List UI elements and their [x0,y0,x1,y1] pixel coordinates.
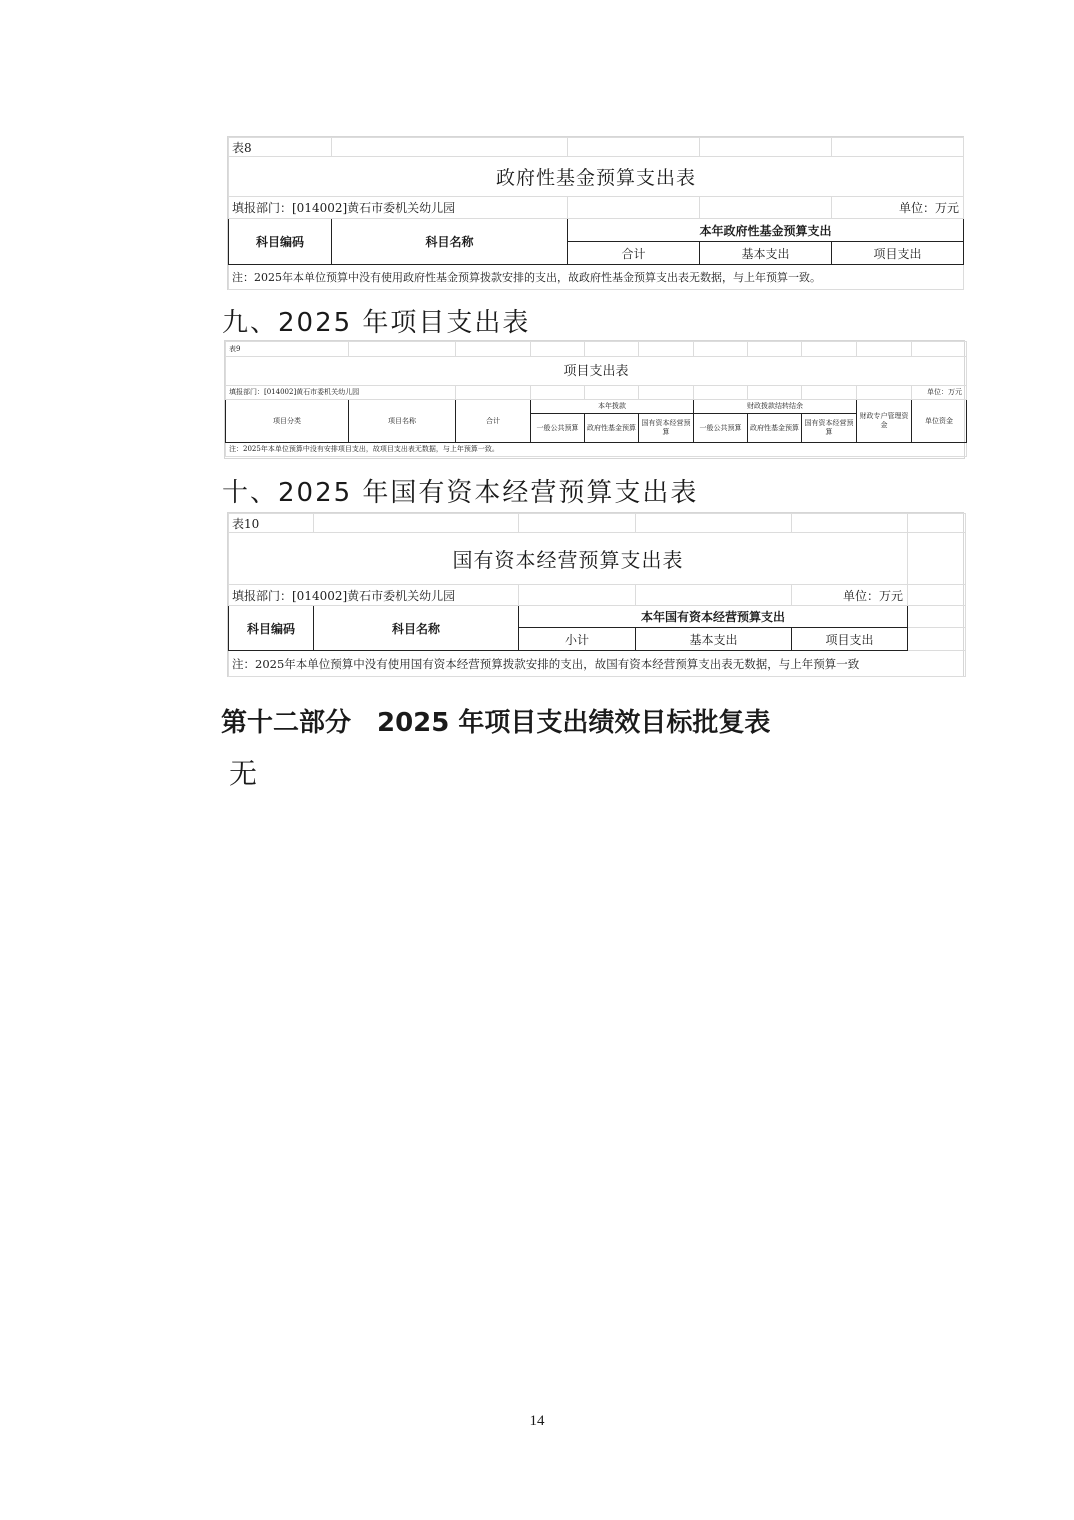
table-note: 注：2025年本单位预算中没有安排项目支出，故项目支出表无数据，与上年预算一致。 [226,443,967,457]
column-group-header: 本年政府性基金预算支出 [568,219,964,242]
table-title: 政府性基金预算支出表 [229,157,964,197]
department-label: 填报部门：[014002]黄石市委机关幼儿园 [226,386,456,400]
column-header-code: 科目编码 [229,219,332,265]
column-header-project: 项目支出 [832,242,964,265]
column-header-unit-funds: 单位资金 [912,400,967,443]
section-heading-10: 十、2025 年国有资本经营预算支出表 [222,478,699,508]
table-10 [227,512,964,677]
column-header-name: 科目名称 [332,219,568,265]
table-label: 表10 [229,514,314,533]
column-header-project: 项目支出 [792,628,908,651]
column-group-carryover: 财政拨款结转结余 [694,400,857,414]
column-header-code: 科目编码 [229,606,314,651]
column-header-project-name: 项目名称 [349,400,456,443]
column-header-total: 合计 [568,242,700,265]
column-header-fund-budget: 政府性基金预算 [585,414,639,443]
column-header-name: 科目名称 [314,606,519,651]
table-title: 国有资本经营预算支出表 [229,533,908,585]
column-header-basic: 基本支出 [700,242,832,265]
section-heading-9: 九、2025 年项目支出表 [222,308,531,338]
department-label: 填报部门：[014002]黄石市委机关幼儿园 [229,585,519,606]
column-header-basic: 基本支出 [636,628,792,651]
table-label: 表9 [226,342,349,357]
unit-label: 单位：万元 [792,585,908,606]
table-note: 注：2025年本单位预算中没有使用政府性基金预算拨款安排的支出，故政府性基金预算支出表无数据，与上年预算一致。 [229,265,964,290]
column-header-capital-budget: 国有资本经营预算 [639,414,694,443]
column-header-general-budget: 一般公共预算 [531,414,585,443]
table-8 [227,136,964,290]
column-header-general-budget: 一般公共预算 [694,414,748,443]
column-header-fund-budget: 政府性基金预算 [748,414,802,443]
unit-label: 单位：万元 [912,386,967,400]
table-9 [224,340,965,459]
column-header-capital-budget: 国有资本经营预算 [802,414,857,443]
table-title: 项目支出表 [226,357,967,386]
part-heading-12: 第十二部分 2025 年项目支出绩效目标批复表 [221,708,771,738]
column-group-appropriation: 本年拨款 [531,400,694,414]
table-label: 表8 [229,138,332,157]
unit-label: 单位：万元 [832,197,964,219]
column-group-header: 本年国有资本经营预算支出 [519,606,908,628]
column-header-subtotal: 小计 [519,628,636,651]
column-header-category: 项目分类 [226,400,349,443]
page-number: 14 [529,1413,545,1429]
part-content: 无 [229,757,258,790]
column-header-special-account: 财政专户管理资金 [857,400,912,443]
table-note: 注：2025年本单位预算中没有使用国有资本经营预算拨款安排的支出，故国有资本经营预算支出表无数据，与上年预算一致 [229,651,966,677]
department-label: 填报部门：[014002]黄石市委机关幼儿园 [229,197,568,219]
column-header-total: 合计 [456,400,531,443]
